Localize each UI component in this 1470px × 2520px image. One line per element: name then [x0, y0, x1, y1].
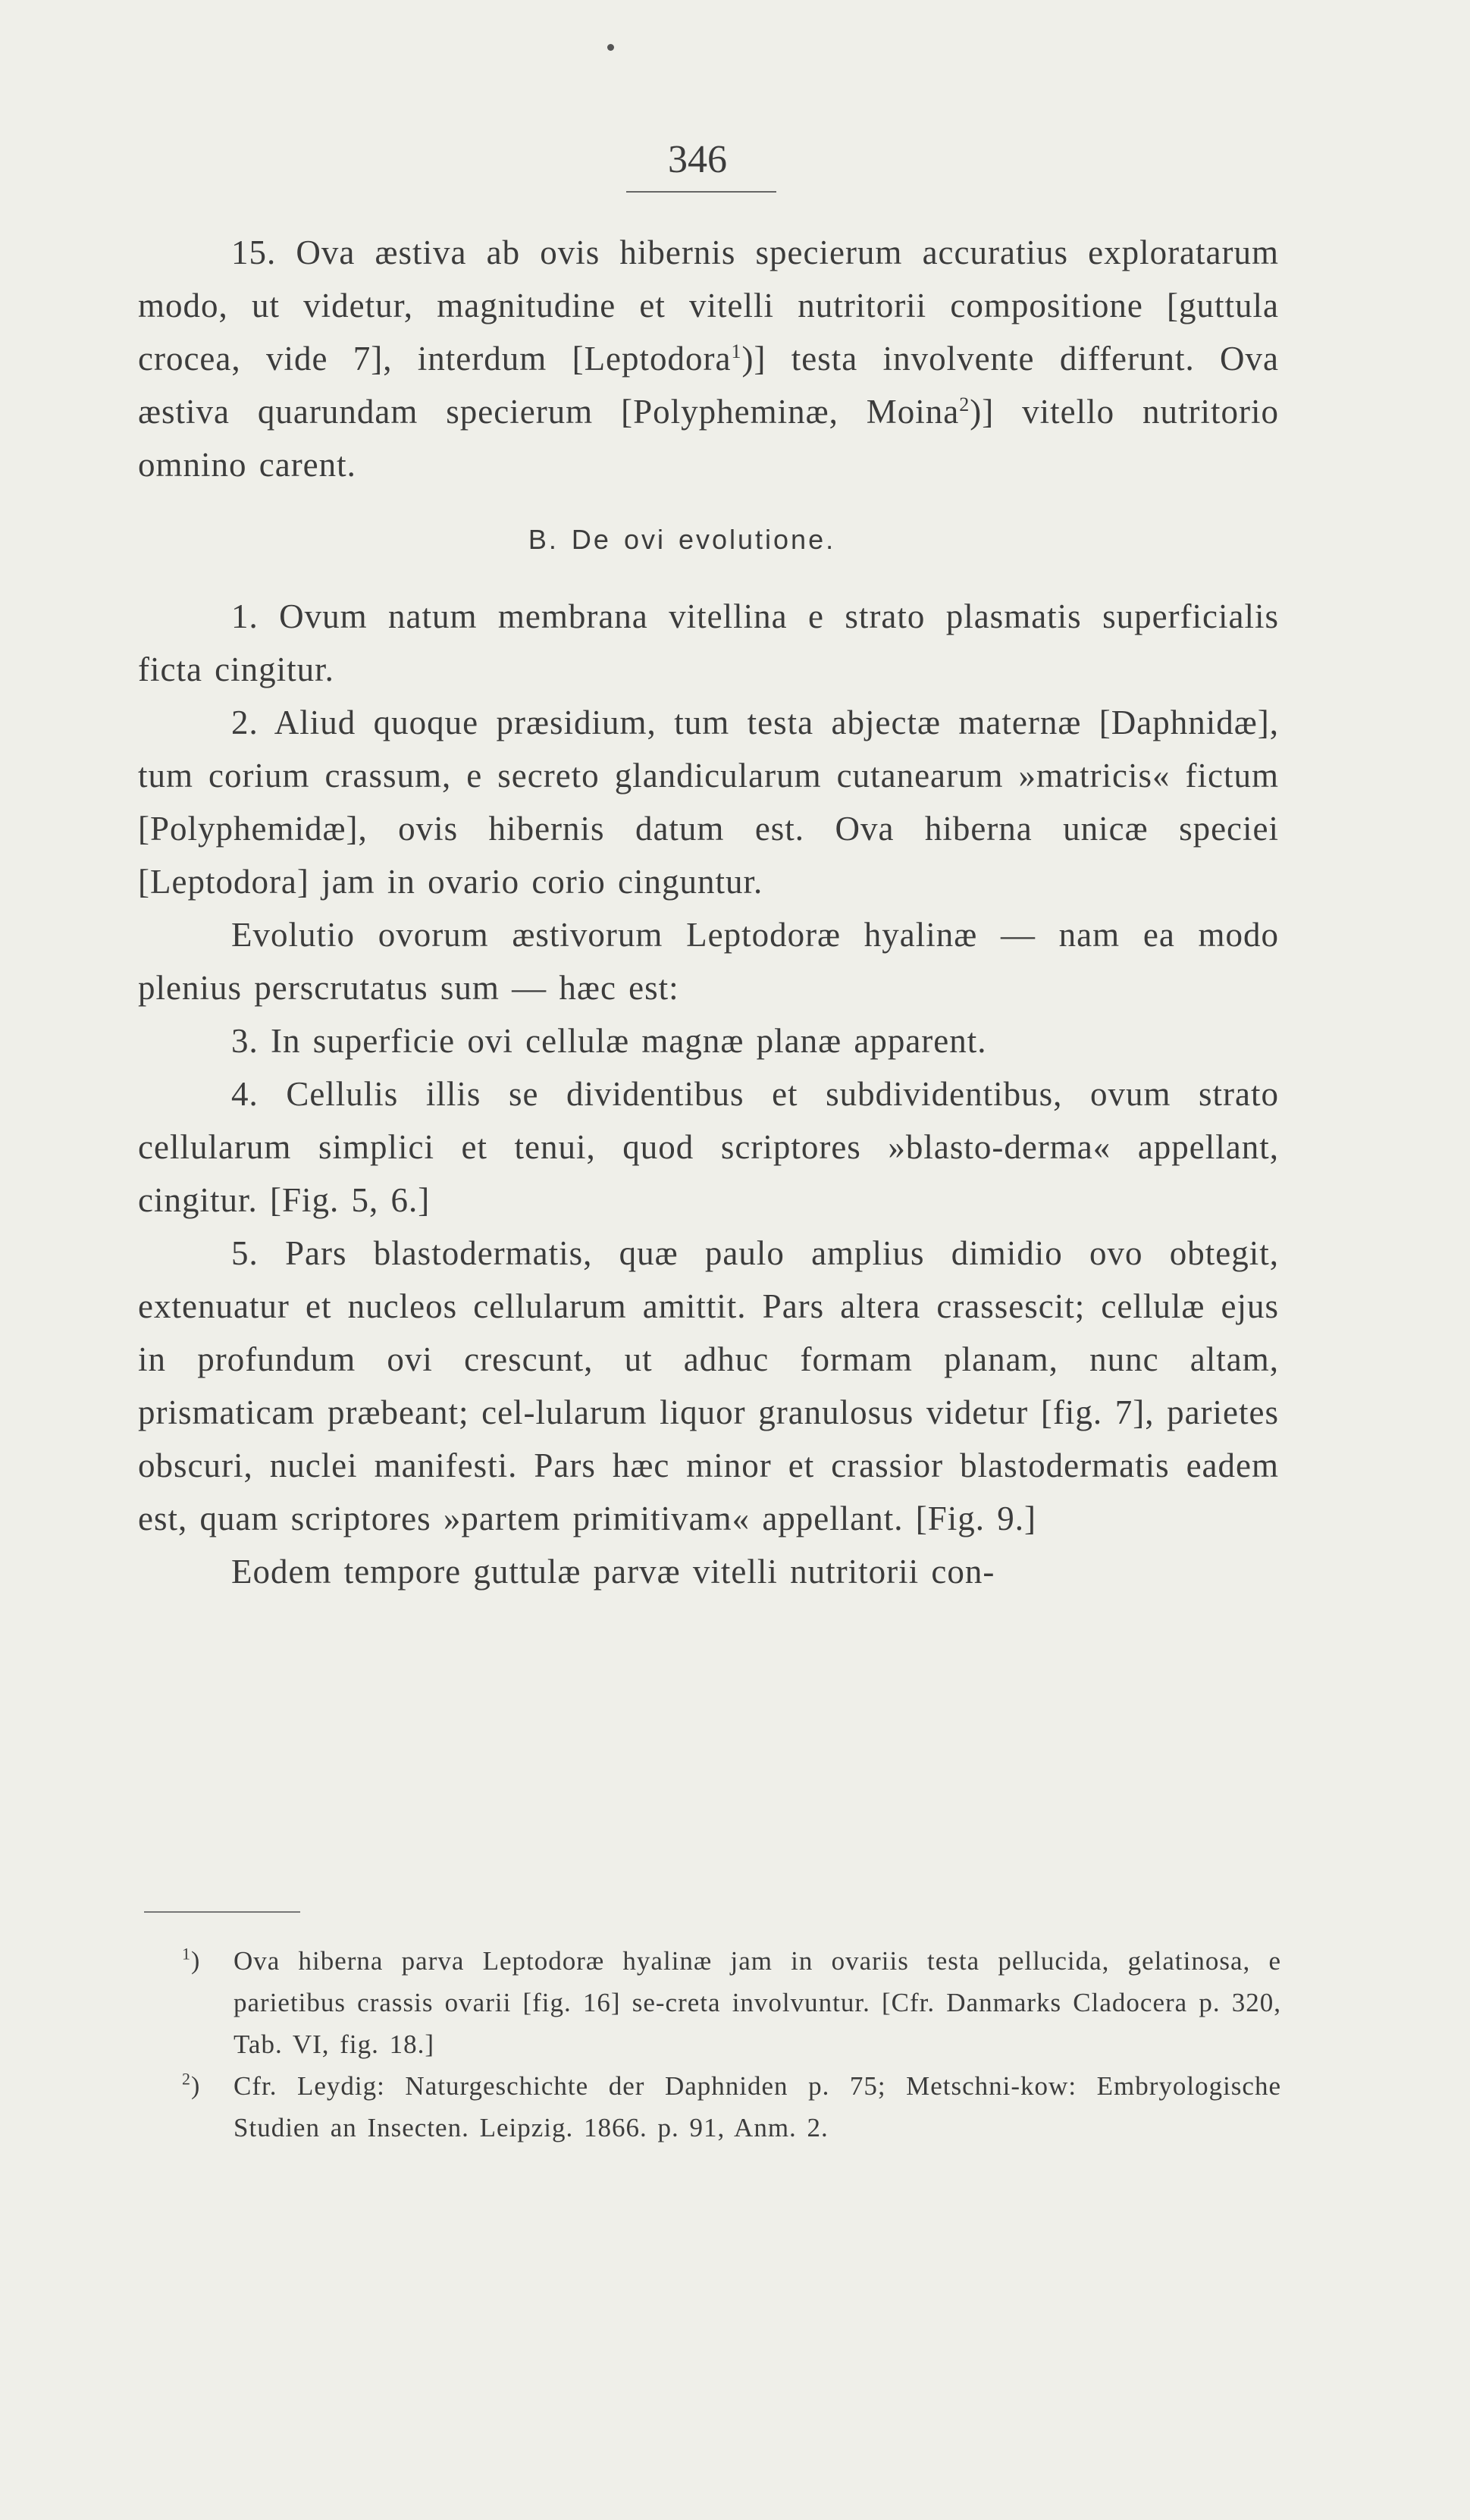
paragraph-15-text-3: )] vitello nutritorio omnino carent. — [138, 393, 1280, 484]
paragraph-eodem: Eodem tempore guttulæ parvæ vitelli nutritorii con- — [231, 1553, 995, 1591]
footnote-2-mark: $^2$) — [182, 2069, 201, 2100]
footnote-2 — [182, 2065, 1281, 2149]
section-heading: B. De ovi evolutione. — [528, 524, 836, 555]
paragraph-15 — [138, 226, 1279, 491]
paragraph-1: 1. Ovum natum membrana vitellina e strato plasmatis superficialis ficta cingitur. — [138, 597, 1279, 688]
paragraph-3: 3. In superficie ovi cellulæ magnæ planæ apparent. — [231, 1022, 987, 1060]
footnote-2-number: 2 — [182, 2069, 191, 2089]
footnote-ref-2: 2 — [959, 393, 970, 415]
body-text — [138, 226, 1279, 1598]
paragraph-5: 5. Pars blastodermatis, quæ paulo amplius dimidio ovo obtegit, extenuatur et nucleos cellularum amittit. Pars altera crassescit; cellulæ ejus in profundum ovi crescunt, ut adhuc formam planam, nunc altam, prismaticam præbeant; cel-lularum liquor granulosus videtur [fig. 7], parietes obscuri, nuclei manifesti. Pars hæc minor et crassior blastodermatis eadem est, quam scriptores »partem primitivam« appellant. [Fig. 9.] — [138, 1234, 1279, 1537]
paragraph-2: 2. Aliud quoque præsidium, tum testa abjectæ maternæ [Daphnidæ], tum corium crassum, e secreto glandicularum cutanearum »matricis« fictum [Polyphemidæ], ovis hibernis datum est. Ova hiberna unicæ speciei [Leptodora] jam in ovario corio cinguntur. — [138, 704, 1279, 901]
page-number: 346 — [668, 138, 727, 181]
footnote-1-number: 1 — [182, 1944, 191, 1964]
page-number-rule — [626, 191, 776, 193]
footnote-rule — [144, 1911, 300, 1913]
footnote-ref-1: 1 — [731, 340, 742, 362]
footnote-1-mark: $^1$) — [182, 1944, 201, 1975]
footnote-1 — [182, 1940, 1281, 2065]
footnote-1-text: Ova hiberna parva Leptodoræ hyalinæ jam in ovariis testa pellucida, gelatinosa, e parietibus crassis ovarii [fig. 16] se-creta involvuntur. [Cfr. Danmarks Cladocera p. 320, Tab. VI, fig. 18.] — [234, 1946, 1281, 2059]
paragraph-4: 4. Cellulis illis se dividentibus et subdividentibus, ovum strato cellularum simplici et tenui, quod scriptores »blasto-derma« appellant, cingitur. [Fig. 5, 6.] — [138, 1075, 1279, 1219]
paragraph-evolutio: Evolutio ovorum æstivorum Leptodoræ hyalinæ — nam ea modo plenius perscrutatus sum — hæc est: — [138, 916, 1279, 1007]
paragraph-15-text: 15. Ova æstiva ab ovis hibernis specierum accuratius exploratarum modo, ut videtur, magnitudine et vitelli nutritorii compositione [guttula crocea, vide 7], interdum [Leptodora — [138, 234, 1279, 378]
footnotes — [182, 1940, 1281, 2149]
ink-speck — [606, 42, 616, 52]
paragraph-15-text-2: )] testa involvente differunt. Ova æstiva quarundam specierum [Polypheminæ, Moina — [138, 340, 1280, 431]
footnote-2-text: Cfr. Leydig: Naturgeschichte der Daphniden p. 75; Metschni-kow: Embryologische Studien an Insecten. Leipzig. 1866. p. 91, Anm. 2. — [234, 2071, 1281, 2142]
